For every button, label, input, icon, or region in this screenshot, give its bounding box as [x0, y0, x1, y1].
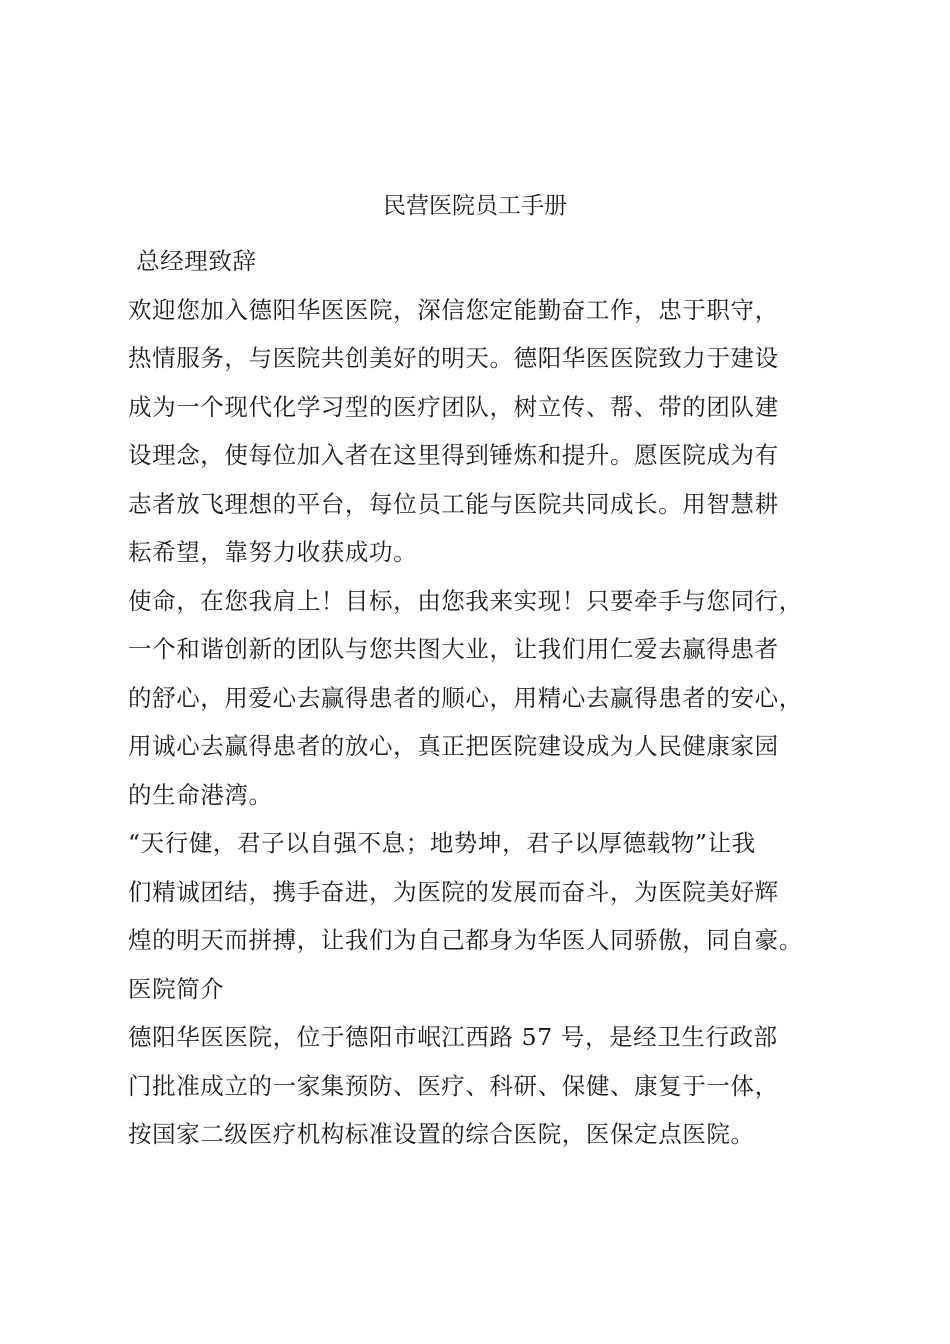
paragraph-line: 热情服务，与医院共创美好的明天。德阳华医医院致力于建设 — [128, 344, 779, 372]
paragraph-line: 用诚心去赢得患者的放心，真正把医院建设成为人民健康家园 — [128, 732, 779, 760]
paragraph-line: 煌的明天而拼搏，让我们为自己都身为华医人同骄傲，同自豪。 — [128, 926, 803, 954]
section-heading-gm-speech: 总经理致辞 — [128, 247, 257, 275]
paragraph-line: 们精诚团结，携手奋进，为医院的发展而奋斗，为医院美好辉 — [128, 877, 779, 906]
paragraph-line: 耘希望，靠努力收获成功。 — [128, 538, 418, 566]
paragraph-line: 欢迎您加入德阳华医医院，深信您定能勤奋工作，忠于职守， — [128, 295, 779, 324]
paragraph-line: 按国家二级医疗机构标准设置的综合医院，医保定点医院。 — [128, 1120, 755, 1148]
paragraph-line: 一个和谐创新的团队与您共图大业，让我们用仁爱去赢得患者 — [128, 635, 779, 663]
document-title: 民营医院员工手册 — [383, 193, 567, 219]
paragraph-line: 的舒心，用爱心去赢得患者的顺心，用精心去赢得患者的安心， — [128, 683, 803, 712]
paragraph-line: 门批准成立的一家集预防、医疗、科研、保健、康复于一体， — [128, 1071, 779, 1100]
section-heading-hospital-intro: 医院简介 — [128, 974, 225, 1003]
paragraph-line: 成为一个现代化学习型的医疗团队，树立传、帮、带的团队建 — [128, 392, 779, 421]
paragraph-line: 设理念，使每位加入者在这里得到锤炼和提升。愿医院成为有 — [128, 441, 779, 469]
paragraph-line: 志者放飞理想的平台，每位员工能与医院共同成长。用智慧耕 — [128, 489, 779, 518]
paragraph-line: “天行健，君子以自强不息；地势坤，君子以厚德载物”让我 — [128, 829, 756, 857]
paragraph-line: 德阳华医医院，位于德阳市岷江西路 57 号，是经卫生行政部 — [128, 1023, 778, 1051]
paragraph-line: 的生命港湾。 — [128, 780, 273, 809]
document-body — [128, 237, 838, 1159]
paragraph-line: 使命，在您我肩上！目标，由您我来实现！只要牵手与您同行， — [128, 586, 803, 615]
